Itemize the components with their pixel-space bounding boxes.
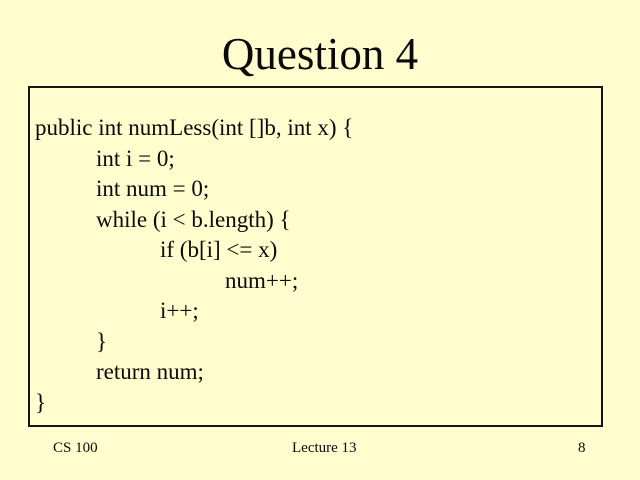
code-box	[28, 86, 603, 427]
slide-title: Question 4	[221, 29, 419, 79]
code-line: }	[35, 389, 47, 415]
code-line: i++;	[160, 298, 199, 323]
code-line: public int numLess(int []b, int x) {	[35, 115, 354, 140]
code-line: int num = 0;	[96, 176, 210, 201]
code-block	[30, 88, 601, 425]
code-line: num++;	[225, 267, 299, 293]
code-line: return num;	[96, 359, 204, 384]
code-line: }	[96, 328, 108, 354]
footer-page-number: 8	[578, 440, 586, 456]
footer-lecture-label: Lecture 13	[292, 440, 357, 456]
code-line: while (i < b.length) {	[96, 206, 291, 232]
code-line: int i = 0;	[96, 145, 175, 171]
code-line: if (b[i] <= x)	[160, 237, 278, 262]
footer-course-label: CS 100	[53, 440, 98, 456]
